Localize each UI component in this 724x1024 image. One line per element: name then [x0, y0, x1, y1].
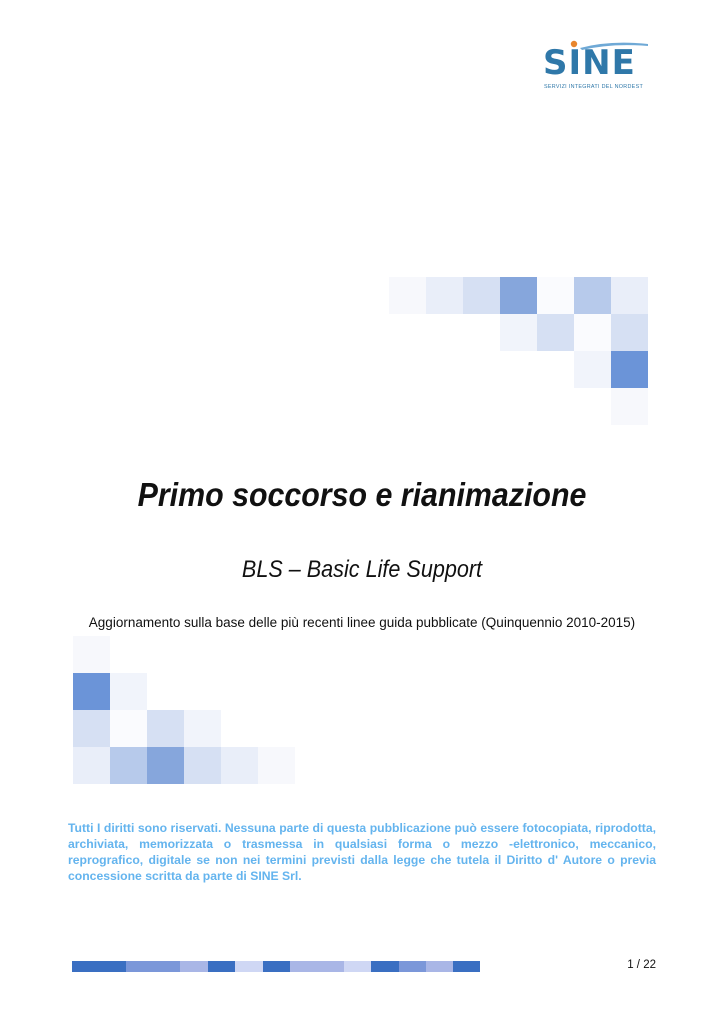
sine-logo: [540, 38, 652, 96]
footer-bar-segment: [426, 961, 453, 972]
mosaic-tile: [611, 388, 648, 425]
footer-bar-segment: [208, 961, 235, 972]
mosaic-tile: [537, 277, 574, 314]
mosaic-tile: [258, 747, 295, 784]
footer-bar-segment: [453, 961, 480, 972]
footer-bar-segment: [263, 961, 290, 972]
mosaic-tile: [574, 314, 611, 351]
mosaic-tile: [611, 314, 648, 351]
mosaic-tile: [389, 277, 426, 314]
mosaic-tile: [611, 351, 648, 388]
mosaic-tile: [426, 277, 463, 314]
mosaic-tile: [500, 314, 537, 351]
mosaic-tile: [463, 277, 500, 314]
update-note: Aggiornamento sulla base delle più recenti linee guida pubblicate (Quinquennio 2010-2015): [88, 615, 636, 630]
mosaic-tile: [110, 747, 147, 784]
mosaic-tile: [110, 710, 147, 747]
footer-bar-segment: [371, 961, 399, 972]
mosaic-tile: [574, 351, 611, 388]
mosaic-tile: [537, 314, 574, 351]
mosaic-tile: [73, 710, 110, 747]
footer-bar-segment: [344, 961, 371, 972]
mosaic-tile: [611, 277, 648, 314]
footer-color-bar: [72, 961, 480, 972]
mosaic-tile: [73, 636, 110, 673]
footer-bar-segment: [72, 961, 126, 972]
footer-bar-segment: [399, 961, 426, 972]
footer-bar-segment: [126, 961, 180, 972]
mosaic-tile: [184, 710, 221, 747]
footer-bar-segment: [290, 961, 344, 972]
document-subtitle: BLS – Basic Life Support: [241, 556, 483, 583]
logo-wordmark: SINE: [543, 43, 636, 83]
mosaic-tile: [73, 673, 110, 710]
logo-tagline: SERVIZI INTEGRATI DEL NORDEST: [544, 84, 644, 90]
footer-bar-segment: [180, 961, 208, 972]
mosaic-tile: [221, 747, 258, 784]
copyright-notice: Tutti I diritti sono riservati. Nessuna parte di questa pubblicazione può essere fotocopiata, riprodotta, archiviata, memorizzata o trasmessa in qualsiasi forma o mezzo -elettronico, meccanico, reprografico, digitale se non nei termini previsti dalla legge che tutela il Diritto d' Autore o previa concessione scritta da parte di SINE Srl.: [68, 821, 656, 883]
mosaic-tile: [500, 277, 537, 314]
mosaic-tile: [73, 747, 110, 784]
mosaic-tile: [574, 277, 611, 314]
mosaic-tile: [184, 747, 221, 784]
mosaic-tile: [110, 673, 147, 710]
mosaic-tile: [147, 710, 184, 747]
page-indicator: 1 / 22: [627, 959, 656, 971]
footer-bar-segment: [235, 961, 263, 972]
mosaic-tile: [147, 747, 184, 784]
document-title: Primo soccorso e rianimazione: [137, 476, 587, 513]
